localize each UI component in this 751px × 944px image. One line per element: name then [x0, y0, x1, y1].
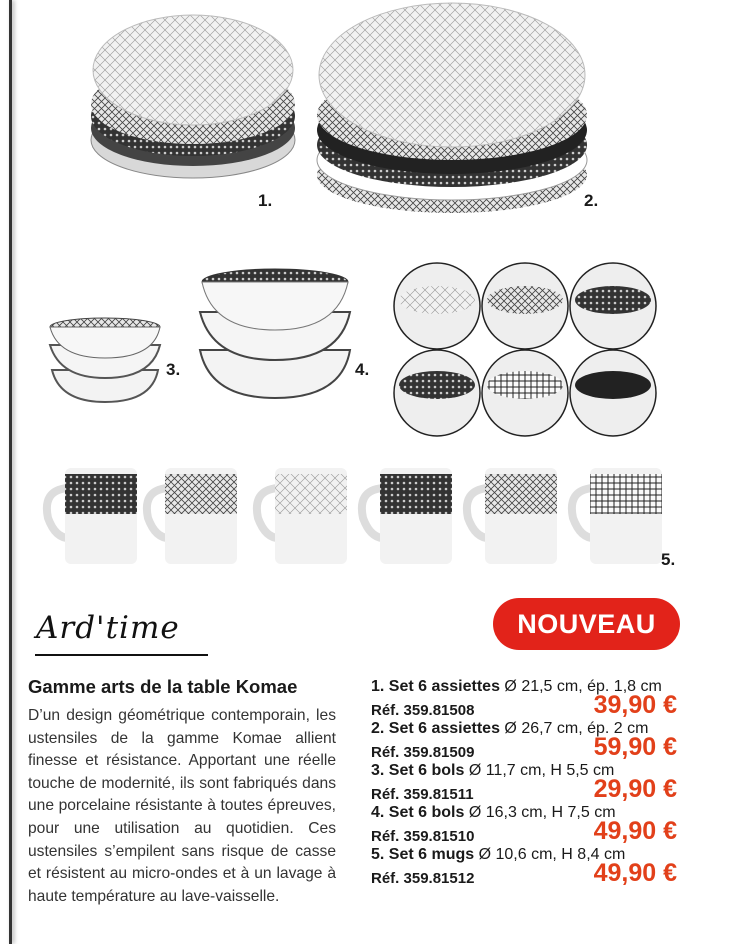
product-spec: Ø 26,7 cm, ép. 2 cm [504, 720, 649, 737]
mugs-set-5 [47, 468, 662, 564]
product-spec: Ø 11,7 cm, H 5,5 cm [468, 762, 615, 779]
bowl-pattern-circles [394, 263, 656, 436]
label-3: 3. [166, 360, 181, 379]
product-name: 2. Set 6 assiettes [371, 720, 500, 737]
product-price: 29,90 € [593, 775, 677, 803]
product-ref: Réf. 359.81511 [371, 786, 474, 803]
product-item [371, 720, 681, 762]
new-badge: NOUVEAU [493, 598, 680, 650]
label-5: 5. [661, 550, 676, 569]
product-spec: Ø 21,5 cm, ép. 1,8 cm [504, 678, 662, 695]
bowls-set-4 [200, 269, 350, 398]
label-1: 1. [258, 191, 273, 210]
product-item [371, 678, 681, 720]
product-list [371, 678, 681, 888]
product-spec: Ø 16,3 cm, H 7,5 cm [468, 804, 616, 821]
product-spec: Ø 10,6 cm, H 8,4 cm [478, 846, 626, 863]
plates-set-1 [91, 15, 295, 178]
brand-logo: Ard'time [36, 610, 180, 646]
product-item [371, 846, 681, 888]
product-ref: Réf. 359.81508 [371, 702, 475, 719]
product-ref: Réf. 359.81509 [371, 744, 475, 761]
page-title: Gamme arts de la table Komae [28, 676, 298, 697]
product-ref: Réf. 359.81510 [371, 828, 475, 845]
product-item [371, 762, 681, 804]
product-price: 49,90 € [593, 817, 677, 845]
product-name: 5. Set 6 mugs [371, 846, 475, 863]
label-2: 2. [584, 191, 599, 210]
product-name: 1. Set 6 assiettes [371, 678, 500, 695]
label-4: 4. [355, 360, 370, 379]
plates-set-2 [317, 3, 587, 213]
product-name: 4. Set 6 bols [371, 804, 465, 821]
product-price: 39,90 € [593, 691, 677, 719]
product-price: 49,90 € [593, 859, 677, 887]
product-ref: Réf. 359.81512 [371, 870, 475, 887]
product-price: 59,90 € [593, 733, 677, 761]
description: D’un design géométrique contemporain, les ustensiles de la gamme Komae allient finesse et résistance. Apportant une réelle touche de modernité, ils sont fabriqués dans une porcelaine résistante à toutes épreuves, pour une utilisation au quotidien. Ces ustensiles s’empilent sans risque de casse et résistent au micro-ondes et à un lavage à haute température au lave-vaisselle. [28, 707, 336, 905]
product-item [371, 804, 681, 846]
product-name: 3. Set 6 bols [371, 762, 465, 779]
bowls-set-3 [50, 318, 160, 402]
